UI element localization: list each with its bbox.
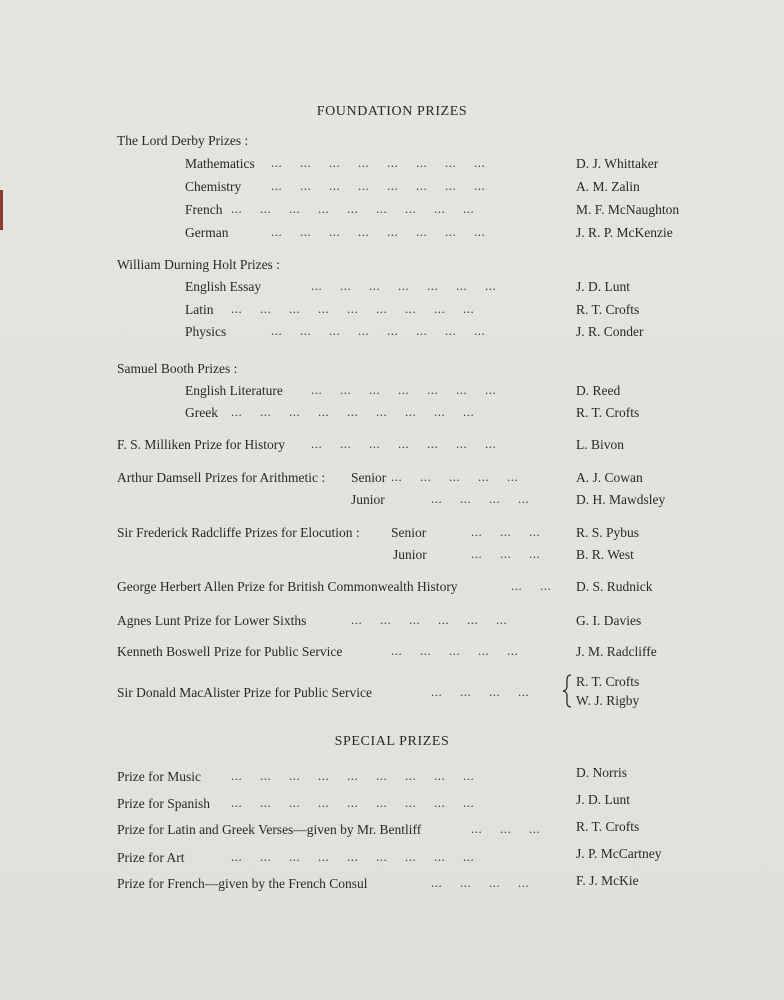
leader-dots: ... ... ... ... ... ... ... ... [271, 224, 486, 239]
macalister-label: Sir Donald MacAlister Prize for Public Service [117, 685, 372, 700]
winner-chemistry: A. M. Zalin [576, 179, 640, 194]
leader-dots: ... ... ... ... ... ... ... ... ... [231, 301, 475, 316]
leader-dots: ... ... ... ... ... ... ... [311, 436, 497, 451]
leader-dots: ... ... ... [471, 821, 541, 836]
winner-agnes-lunt: G. I. Davies [576, 613, 642, 628]
holt-label: William Durning Holt Prizes : [117, 257, 280, 272]
radcliffe-senior-label: Senior [391, 525, 427, 540]
leader-dots: ... ... ... ... ... [391, 643, 519, 658]
agnes-lunt-label: Agnes Lunt Prize for Lower Sixths [117, 613, 307, 628]
leader-dots: ... ... ... ... ... ... ... ... ... [231, 768, 475, 783]
subject-english-essay: English Essay [185, 279, 262, 294]
leader-dots: ... ... ... ... ... ... ... ... [271, 155, 486, 170]
winner-milliken: L. Bivon [576, 437, 625, 452]
winner-physics: J. R. Conder [576, 324, 644, 339]
special-spanish-label: Prize for Spanish [117, 796, 210, 811]
special-spanish-winner: J. D. Lunt [576, 792, 630, 807]
leader-dots: ... ... ... [471, 524, 541, 539]
leader-dots: ... ... ... ... [431, 491, 530, 506]
special-french-winner: F. J. McKie [576, 873, 639, 888]
winner-radcliffe-senior: R. S. Pybus [576, 525, 640, 540]
leader-dots: ... ... ... ... ... ... ... ... ... [231, 201, 475, 216]
winner-boswell: J. M. Radcliffe [576, 644, 657, 659]
leader-dots: ... ... ... ... ... ... ... [311, 278, 497, 293]
subject-chemistry: Chemistry [185, 179, 242, 194]
leader-dots: ... ... ... ... ... ... ... ... [271, 178, 486, 193]
winner-macalister-2: W. J. Rigby [576, 693, 640, 708]
winner-macalister-1: R. T. Crofts [576, 674, 640, 689]
subject-greek: Greek [185, 405, 218, 420]
winner-english-literature: D. Reed [576, 383, 621, 398]
winner-latin: R. T. Crofts [576, 302, 640, 317]
damsell-label: Arthur Damsell Prizes for Arithmetic : [117, 470, 326, 485]
winner-greek: R. T. Crofts [576, 405, 640, 420]
winner-mathematics: D. J. Whittaker [576, 156, 659, 171]
leader-dots: ... ... ... ... ... ... ... [311, 382, 497, 397]
winner-damsell-senior: A. J. Cowan [576, 470, 643, 485]
subject-english-literature: English Literature [185, 383, 283, 398]
leader-dots: ... ... ... ... [431, 875, 530, 890]
radcliffe-junior-label: Junior [393, 547, 427, 562]
leader-dots: ... ... [511, 578, 552, 593]
subject-german: German [185, 225, 229, 240]
winner-radcliffe-junior: B. R. West [576, 547, 634, 562]
page-edge-mark [0, 190, 3, 230]
leader-dots: ... ... ... ... ... ... [351, 612, 508, 627]
boswell-label: Kenneth Boswell Prize for Public Service [117, 644, 343, 659]
radcliffe-label: Sir Frederick Radcliffe Prizes for Elocution : [117, 525, 360, 540]
brace-icon [562, 674, 572, 708]
leader-dots: ... ... ... ... ... ... ... ... ... [231, 404, 475, 419]
leader-dots: ... ... ... ... ... ... ... ... [271, 323, 486, 338]
subject-latin: Latin [185, 302, 214, 317]
special-music-winner: D. Norris [576, 765, 627, 780]
damsell-senior-label: Senior [351, 470, 387, 485]
foundation-heading: FOUNDATION PRIZES [316, 104, 468, 119]
allen-label: George Herbert Allen Prize for British Commonwealth History [117, 579, 458, 594]
special-music-label: Prize for Music [117, 769, 201, 784]
special-french-label: Prize for French—given by the French Consul [117, 876, 368, 891]
booth-label: Samuel Booth Prizes : [117, 361, 238, 376]
leader-dots: ... ... ... ... ... [391, 469, 519, 484]
winner-allen: D. S. Rudnick [576, 579, 653, 594]
special-heading: SPECIAL PRIZES [334, 734, 450, 749]
special-art-label: Prize for Art [117, 850, 185, 865]
winner-damsell-junior: D. H. Mawdsley [576, 492, 666, 507]
subject-mathematics: Mathematics [185, 156, 255, 171]
special-verses-label: Prize for Latin and Greek Verses—given by Mr. Bentliff [117, 822, 422, 837]
special-verses-winner: R. T. Crofts [576, 819, 640, 834]
winner-german: J. R. P. McKenzie [576, 225, 673, 240]
leader-dots: ... ... ... [471, 546, 541, 561]
leader-dots: ... ... ... ... [431, 684, 530, 699]
lord-derby-label: The Lord Derby Prizes : [117, 133, 249, 148]
winner-french: M. F. McNaughton [576, 202, 680, 217]
winner-english-essay: J. D. Lunt [576, 279, 630, 294]
milliken-label: F. S. Milliken Prize for History [117, 437, 286, 452]
leader-dots: ... ... ... ... ... ... ... ... ... [231, 849, 475, 864]
subject-physics: Physics [185, 324, 227, 339]
subject-french: French [185, 202, 223, 217]
leader-dots: ... ... ... ... ... ... ... ... ... [231, 795, 475, 810]
special-art-winner: J. P. McCartney [576, 846, 662, 861]
damsell-junior-label: Junior [351, 492, 385, 507]
